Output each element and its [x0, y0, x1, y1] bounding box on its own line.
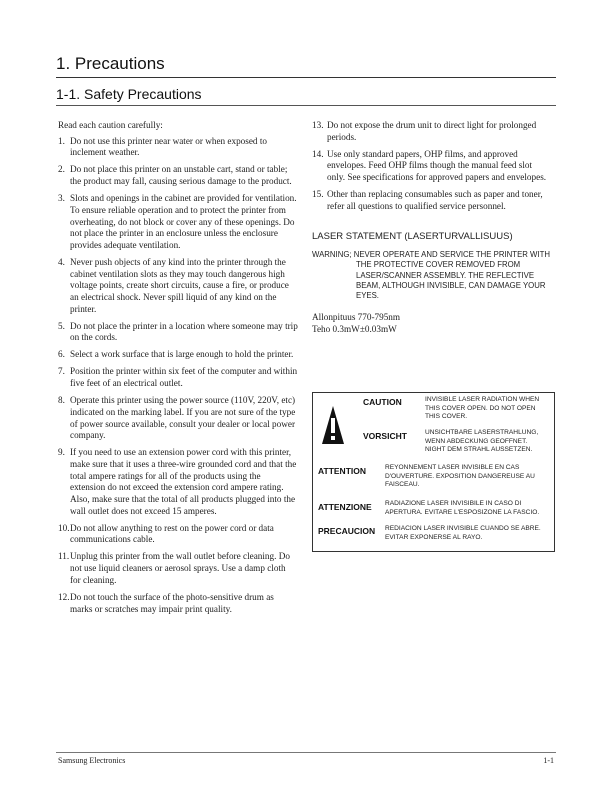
precaution-item — [312, 189, 552, 212]
precaution-number: 3. — [58, 193, 65, 204]
precaution-item — [58, 366, 298, 389]
precaution-item — [58, 395, 298, 442]
precaution-number: 4. — [58, 256, 65, 267]
precaution-number: 1. — [58, 135, 65, 146]
precaution-number: 14. — [312, 148, 324, 159]
precaution-item — [58, 551, 298, 586]
footer-company: Samsung Electronics — [58, 756, 126, 765]
precaution-text: Operate this printer using the power source (110V, 220V, etc) indicated on the marking label. If you are not sure of the type of power source available, consult your dealer or local power company. — [70, 395, 296, 441]
precaution-number: 6. — [58, 349, 65, 360]
precaution-item — [312, 149, 552, 184]
right-precautions-list — [312, 120, 552, 213]
precaution-number: 9. — [58, 447, 65, 458]
precaution-number: 15. — [312, 189, 324, 200]
wavelength-spec: Allonpituus 770-795nm — [312, 312, 401, 323]
right-column — [312, 120, 552, 335]
warning-triangle-icon — [321, 405, 345, 445]
footer-page-number: 1-1 — [543, 756, 554, 765]
vorsicht-label: VORSICHT — [363, 431, 407, 441]
page-title: 1. Precautions — [56, 54, 556, 78]
precaution-number: 5. — [58, 320, 65, 331]
precaution-number: 8. — [58, 395, 65, 406]
precaution-text: Do not use this printer near water or when exposed to inclement weather. — [70, 135, 267, 158]
precaution-item — [58, 164, 298, 187]
precaution-number: 2. — [58, 164, 65, 175]
intro-text: Read each caution carefully: — [58, 120, 163, 130]
vorsicht-text: UNSICHTBARE LASERSTRAHLUNG, WENN ABDECKUNG GEOFFNET. NIGHT DEM STRAHL AUSSETZEN. — [425, 429, 539, 454]
attention-text: REYONNEMENT LASER INVISIBLE EN CAS D'OUVERTURE. EXPOSITION DANGEREUSE AU FAISCEAU. — [385, 464, 535, 489]
precaution-item — [58, 321, 298, 344]
precaution-text: Do not allow anything to rest on the power cord or data communications cable. — [70, 522, 274, 545]
precaution-item — [58, 349, 298, 361]
precaution-number: 11. — [58, 551, 70, 562]
laser-warning-text: WARNING; NEVER OPERATE AND SERVICE THE PRINTER WITH THE PROTECTIVE COVER REMOVED FROM LASER/SCANNER ASSEMBLY. THE REFLECTIVE BEAM, ALTHOUGH INVISIBLE, CAN DAMAGE YOUR EYES. — [312, 250, 550, 301]
precaution-text: Use only standard papers, OHP films, and approved envelopes. Feed OHP films though the manual feed slot only. See specifications for approved papers and envelopes. — [327, 148, 547, 183]
precaution-number: 10. — [58, 522, 70, 533]
precaution-item — [312, 120, 552, 143]
caution-text: INVISIBLE LASER RADIATION WHEN THIS COVER OPEN. DO NOT OPEN THIS COVER. — [425, 396, 540, 421]
precaution-text: Slots and openings in the cabinet are provided for ventilation. To ensure reliable operation and to protect the printer from overheating, do not block or cover any of these openings. Do not place the printer in an enclosure unless the enclosure provides adequate ventilation. — [70, 193, 297, 250]
left-precautions-list — [58, 136, 298, 616]
precaution-item — [58, 447, 298, 517]
attention-label: ATTENTION — [318, 466, 367, 476]
laser-statement-heading: LASER STATEMENT (LASERTURVALLISUUS) — [312, 230, 513, 242]
precaucion-label: PRECAUCION — [318, 526, 376, 536]
caution-label: CAUTION — [363, 397, 402, 407]
footer-divider — [56, 752, 556, 753]
precaution-text: Select a work surface that is large enough to hold the printer. — [70, 349, 294, 360]
precaution-text: Unplug this printer from the wall outlet before cleaning. Do not use liquid cleaners or aerosol sprays. Use a damp cloth for cleaning. — [70, 551, 290, 585]
precaution-number: 7. — [58, 366, 65, 377]
precaucion-text: REDIACION LASER INVISIBLE CUANDO SE ABRE. EVITAR EXPONERSE AL RAYO. — [385, 525, 541, 541]
precaution-text: Never push objects of any kind into the printer through the cabinet ventilation slots as they may touch dangerous high voltage points, create short circuits, cause a fire, or produce an electrical shock. Never spill liquid of any kind on the printer. — [70, 256, 289, 314]
precaution-text: If you need to use an extension power cord with this printer, make sure that it uses a three-wire grounded cord and that the total ampere ratings for all of the products using the extension do not exceed the extension cord ampere rating. Also, make sure that the total of all products plugged into the wall outlet does not exceed 15 amperes. — [70, 447, 297, 516]
laser-caution-label — [312, 392, 555, 552]
section-subtitle: 1-1. Safety Precautions — [56, 86, 556, 106]
precaution-item — [58, 136, 298, 159]
left-column — [58, 120, 298, 621]
precaution-number: 13. — [312, 120, 324, 130]
precaution-item — [58, 257, 298, 316]
precaution-text: Do not touch the surface of the photo-sensitive drum as marks or scratches may impair print quality. — [70, 591, 274, 614]
precaution-text: Do not place the printer in a location where someone may trip on the cords. — [70, 320, 298, 343]
precaution-text: Position the printer within six feet of the computer and within five feet of an electrical outlet. — [70, 366, 298, 389]
attenzione-label: ATTENZIONE — [318, 502, 372, 512]
precaution-item — [58, 592, 298, 615]
precaution-text: Do not place this printer on an unstable cart, stand or table; the product may fall, causing serious damage to the product. — [70, 164, 292, 187]
precaution-item — [58, 523, 298, 546]
precaution-text: Other than replacing consumables such as paper and toner, refer all questions to qualified service personnel. — [327, 189, 543, 211]
precaution-number: 12. — [58, 591, 70, 602]
precaution-item — [58, 193, 298, 252]
power-spec: Teho 0.3mW±0.03mW — [312, 324, 397, 335]
attenzione-text: RADIAZIONE LASER INVISIBILE IN CASO DI APERTURA. EVITARE L'ESPOSIZONE LA FASCIO. — [385, 500, 540, 516]
precaution-text: Do not expose the drum unit to direct light for prolonged periods. — [327, 120, 537, 142]
